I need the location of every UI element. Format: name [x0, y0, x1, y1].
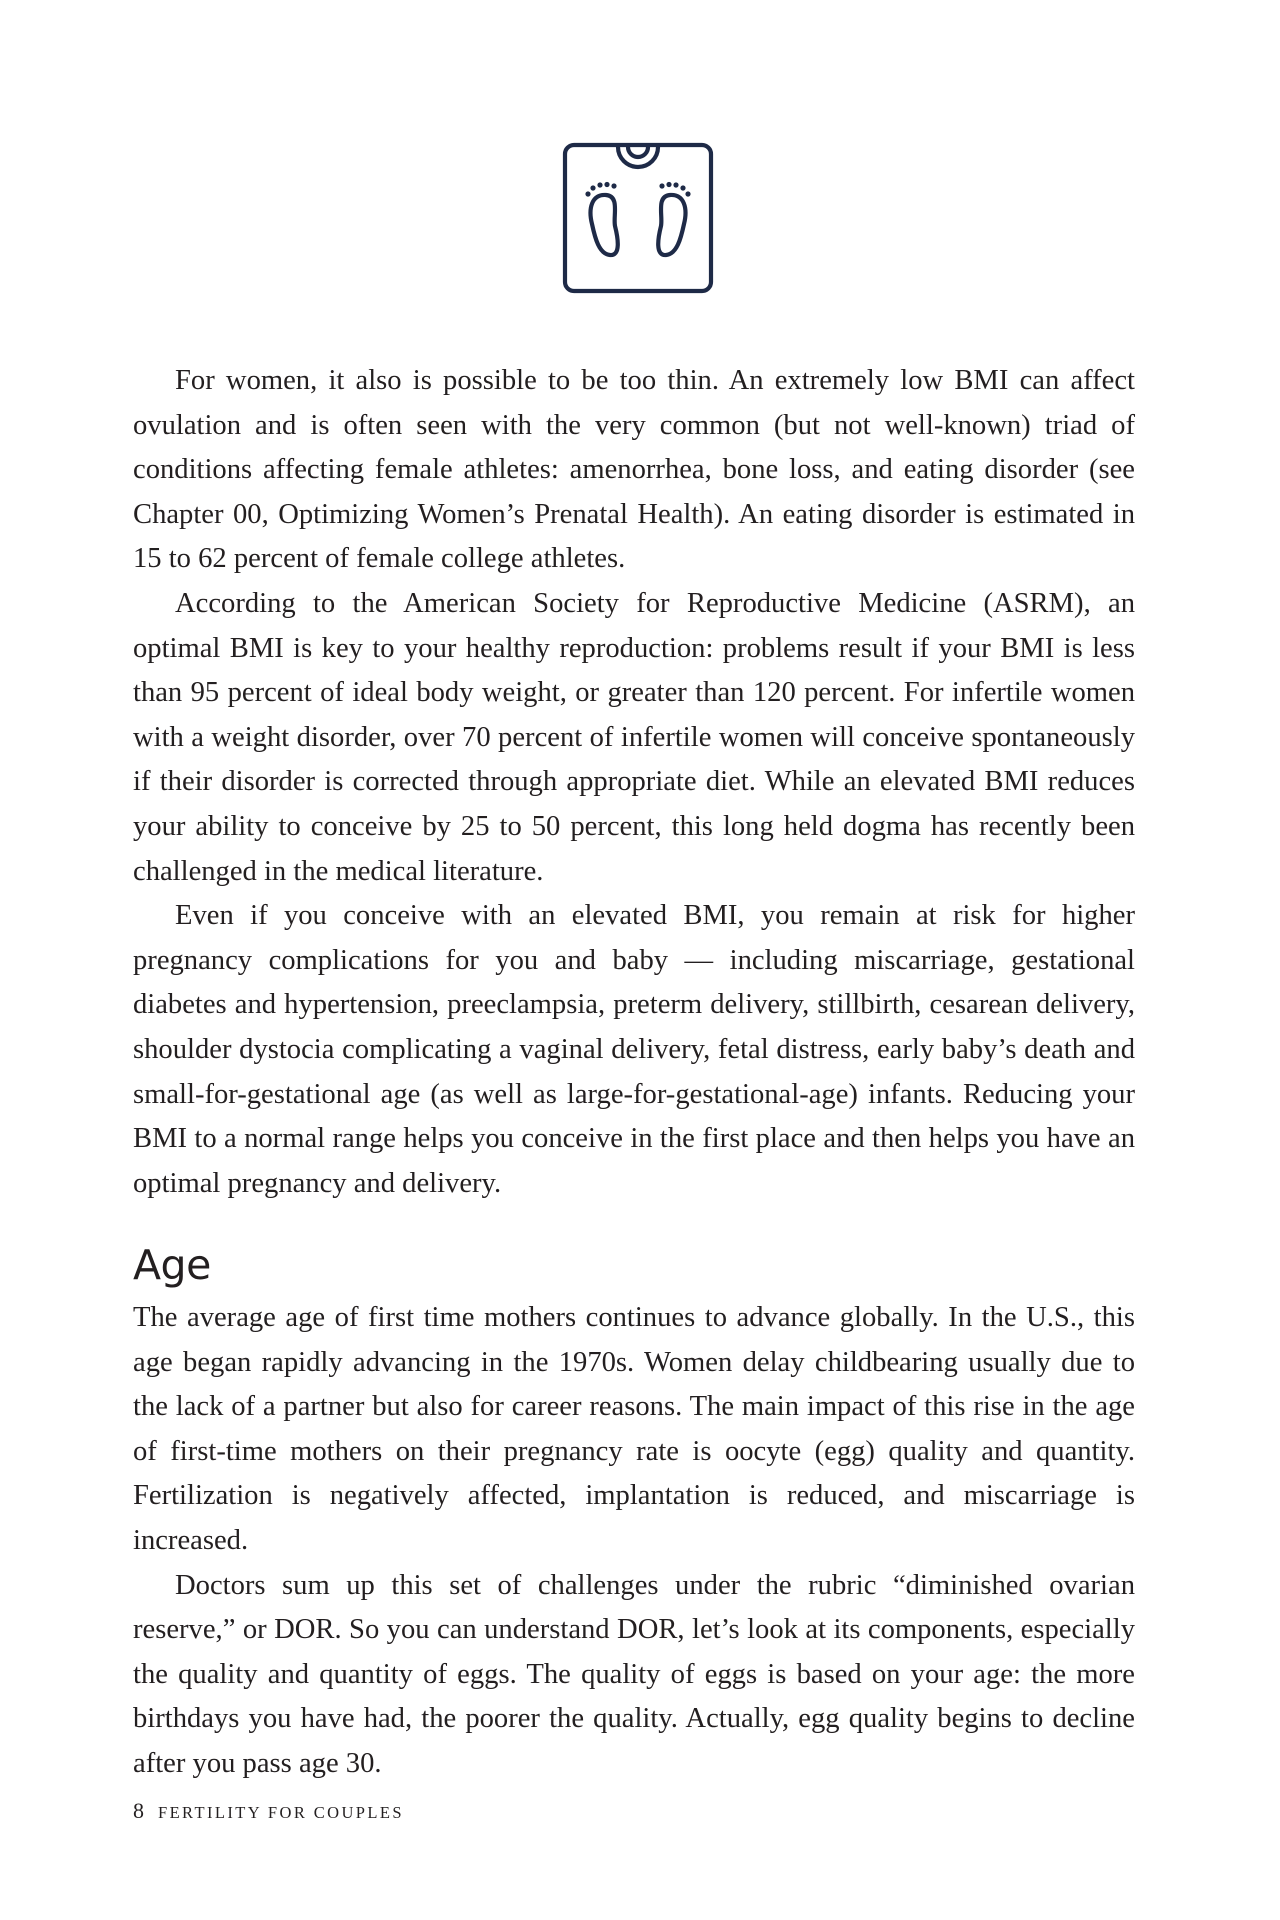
body-text-bottom [133, 1296, 1135, 1787]
body-text-top [133, 359, 1135, 1206]
bathroom-scale-footprints-icon [562, 142, 714, 294]
section-heading: Age [133, 1241, 211, 1289]
paragraph: Doctors sum up this set of challenges under the rubric “diminished ovarian reserve,” or DOR. So you can understand DOR, let’s look at its components, especially the quality and quantity of eggs. The quality of eggs is based on your age: the more birthdays you have had, the poorer the quality. Actually, egg quality begins to decline after you pass age 30. [133, 1569, 1135, 1779]
paragraph: Even if you conceive with an elevated BMI, you remain at risk for higher pregnancy complications for you and baby — including miscarriage, gestational diabetes and hypertension, preeclampsia, preterm delivery, stillbirth, cesarean delivery, shoulder dystocia complicating a vaginal delivery, fetal distress, early baby’s death and small-for-gestational age (as well as large-for-gestational-age) infants. Reducing your BMI to a normal range helps you conceive in the first place and then helps you have an optimal pregnancy and delivery. [133, 900, 1135, 1199]
page-footer [133, 1798, 404, 1824]
paragraph: According to the American Society for Reproductive Medicine (ASRM), an optimal BMI is key to your healthy reproduction: problems result if your BMI is less than 95 percent of ideal body weight, or greater than 120 percent. For infertile women with a weight disorder, over 70 percent of infertile women will conceive spontaneously if their disorder is corrected through appropriate diet. While an elevated BMI reduces your ability to conceive by 25 to 50 percent, this long held dogma has recently been challenged in the medical literature. [133, 587, 1135, 887]
paragraph: The average age of first time mothers continues to advance globally. In the U.S., this age began rapidly advancing in the 1970s. Women delay childbearing usually due to the lack of a partner but also for career reasons. The main impact of this rise in the age of first-time mothers on their pregnancy rate is oocyte (egg) quality and quantity. Fertilization is negatively affected, implantation is reduced, and miscarriage is increased. [133, 1302, 1135, 1556]
paragraph: For women, it also is possible to be too thin. An extremely low BMI can affect ovulation and is often seen with the very common (but not well-known) triad of conditions affecting female athletes: amenorrhea, bone loss, and eating disorder (see Chapter 00, Optimizing Women’s Prenatal Health). An eating disorder is estimated in 15 to 62 percent of female college athletes. [133, 365, 1135, 575]
running-head: FERTILITY FOR COUPLES [158, 1803, 404, 1822]
page-number: 8 [133, 1798, 144, 1823]
